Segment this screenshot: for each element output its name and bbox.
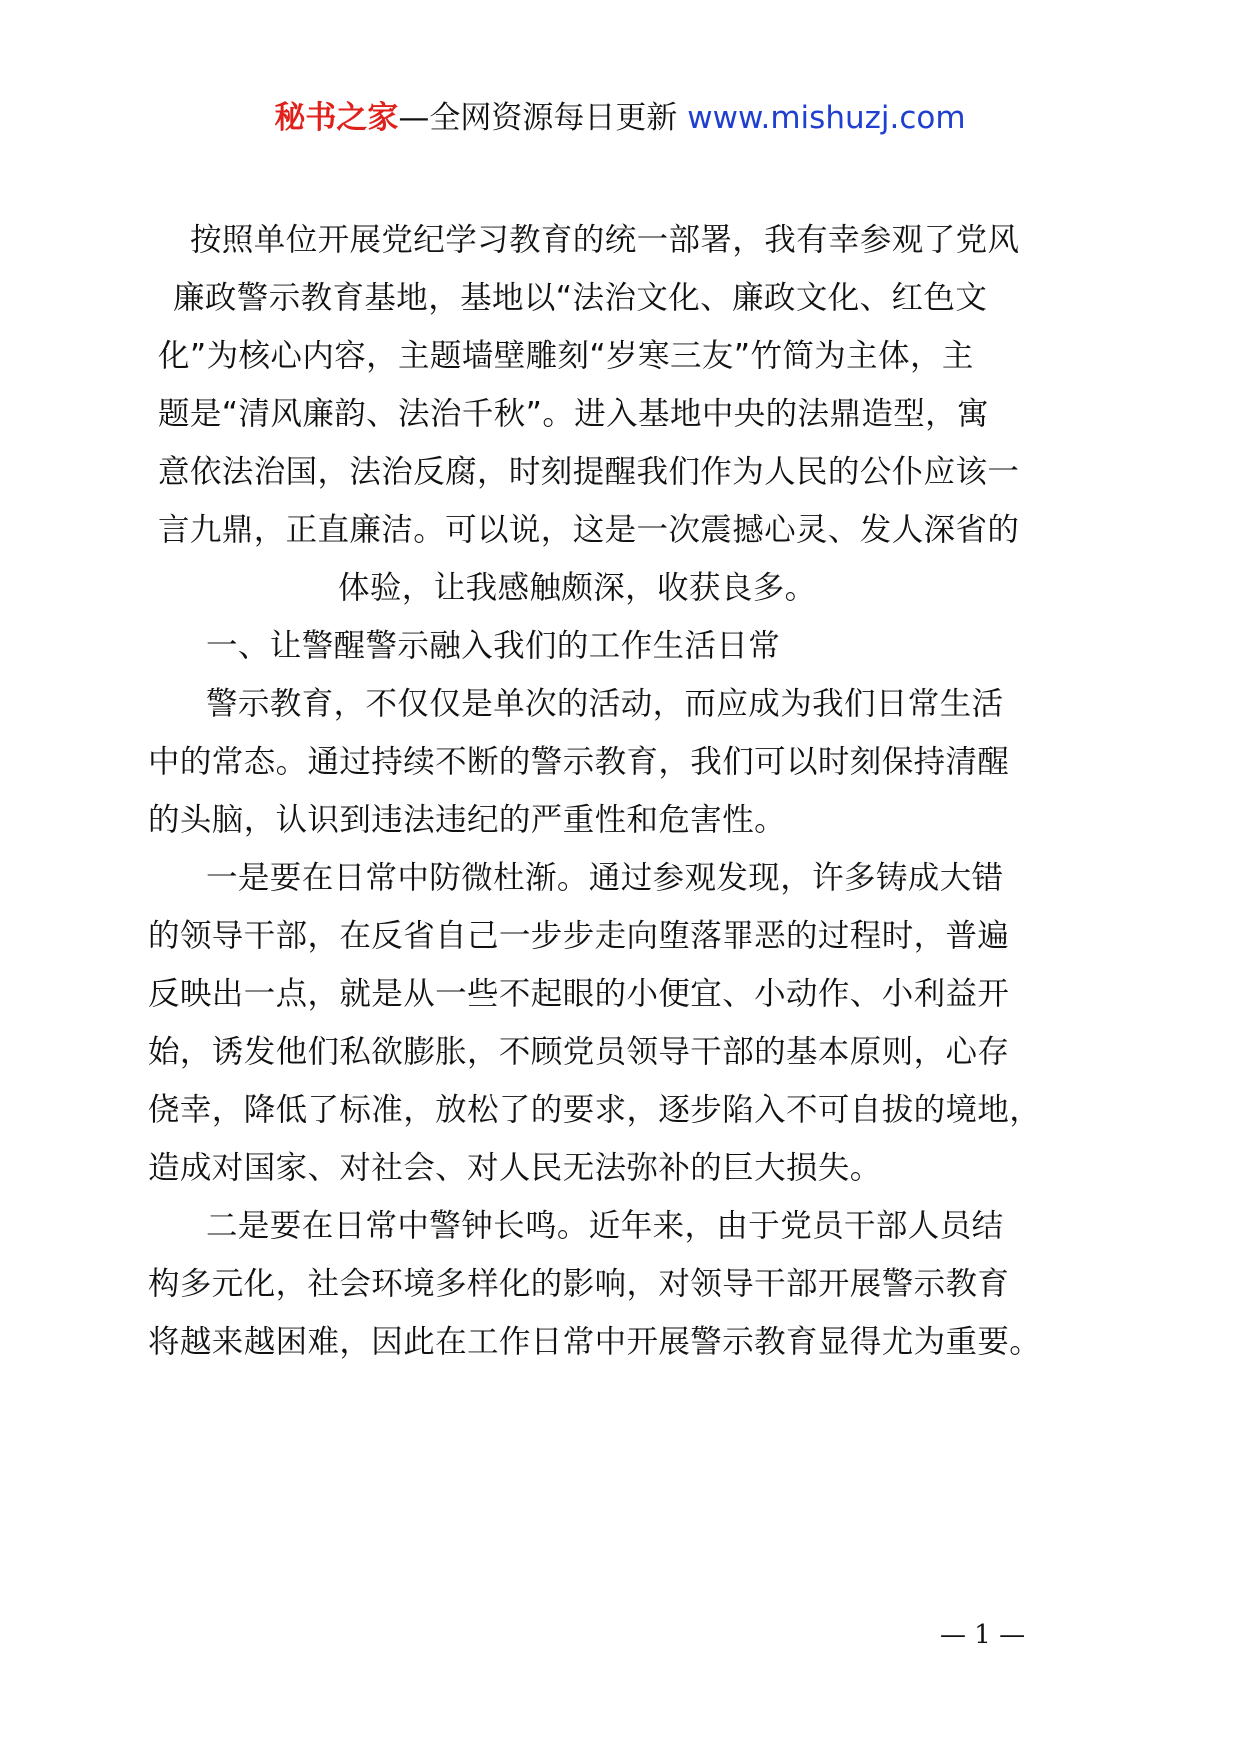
paragraph-line: 始，诱发他们私欲膨胀，不顾党员领导干部的基本原则，心存 xyxy=(148,1034,1010,1070)
paragraph-line: 言九鼎，正直廉洁。可以说，这是一次震撼心灵、发人深省的 xyxy=(158,512,1020,548)
brand-name: 秘书之家 xyxy=(274,100,399,136)
paragraph-line: 二是要在日常中警钟长鸣。近年来，由于党员干部人员结 xyxy=(206,1208,1004,1244)
paragraph-line: 的领导干部，在反省自己一步步走向堕落罪恶的过程时，普遍 xyxy=(148,918,1010,954)
header-url-link[interactable]: www.mishuzj.com xyxy=(687,100,966,136)
paragraph-line: 构多元化，社会环境多样化的影响，对领导干部开展警示教育 xyxy=(148,1266,1010,1302)
paragraph-line: 化”为核心内容，主题墙壁雕刻“岁寒三友”竹简为主体，主 xyxy=(158,338,974,374)
paragraph-line: 中的常态。通过持续不断的警示教育，我们可以时刻保持清醒 xyxy=(148,744,1010,780)
paragraph-line: 造成对国家、对社会、对人民无法弥补的巨大损失。 xyxy=(148,1150,882,1186)
paragraph-line: 按照单位开展党纪学习教育的统一部署，我有幸参观了党风 xyxy=(190,222,1020,258)
paragraph-line: 的头脑，认识到违法违纪的严重性和危害性。 xyxy=(148,802,787,838)
header-tagline: —全网资源每日更新 xyxy=(398,100,688,136)
paragraph-line: 题是“清风廉韵、法治千秋”。进入基地中央的法鼎造型，寓 xyxy=(158,396,989,432)
paragraph-line: 体验，让我感触颇深，收获良多。 xyxy=(338,570,817,606)
paragraph-line: 将越来越困难，因此在工作日常中开展警示教育显得尤为重要。 xyxy=(148,1324,1042,1360)
paragraph-line: 一是要在日常中防微杜渐。通过参观发现，许多铸成大错 xyxy=(206,860,1004,896)
paragraph-line: 侥幸，降低了标准，放松了的要求，逐步陷入不可自拔的境地， xyxy=(148,1092,1042,1128)
paragraph-line: 警示教育，不仅仅是单次的活动，而应成为我们日常生活 xyxy=(206,686,1004,722)
paragraph-line: 廉政警示教育基地，基地以“法治文化、廉政文化、红色文 xyxy=(173,280,988,316)
paragraph-line: 反映出一点，就是从一些不起眼的小便宜、小动作、小利益开 xyxy=(148,976,1010,1012)
page-number: — 1 — xyxy=(940,1620,1026,1650)
paragraph-line: 意依法治国，法治反腐，时刻提醒我们作为人民的公仆应该一 xyxy=(158,454,1020,490)
section-heading: 一、让警醒警示融入我们的工作生活日常 xyxy=(206,628,781,664)
page-header xyxy=(0,98,1240,138)
